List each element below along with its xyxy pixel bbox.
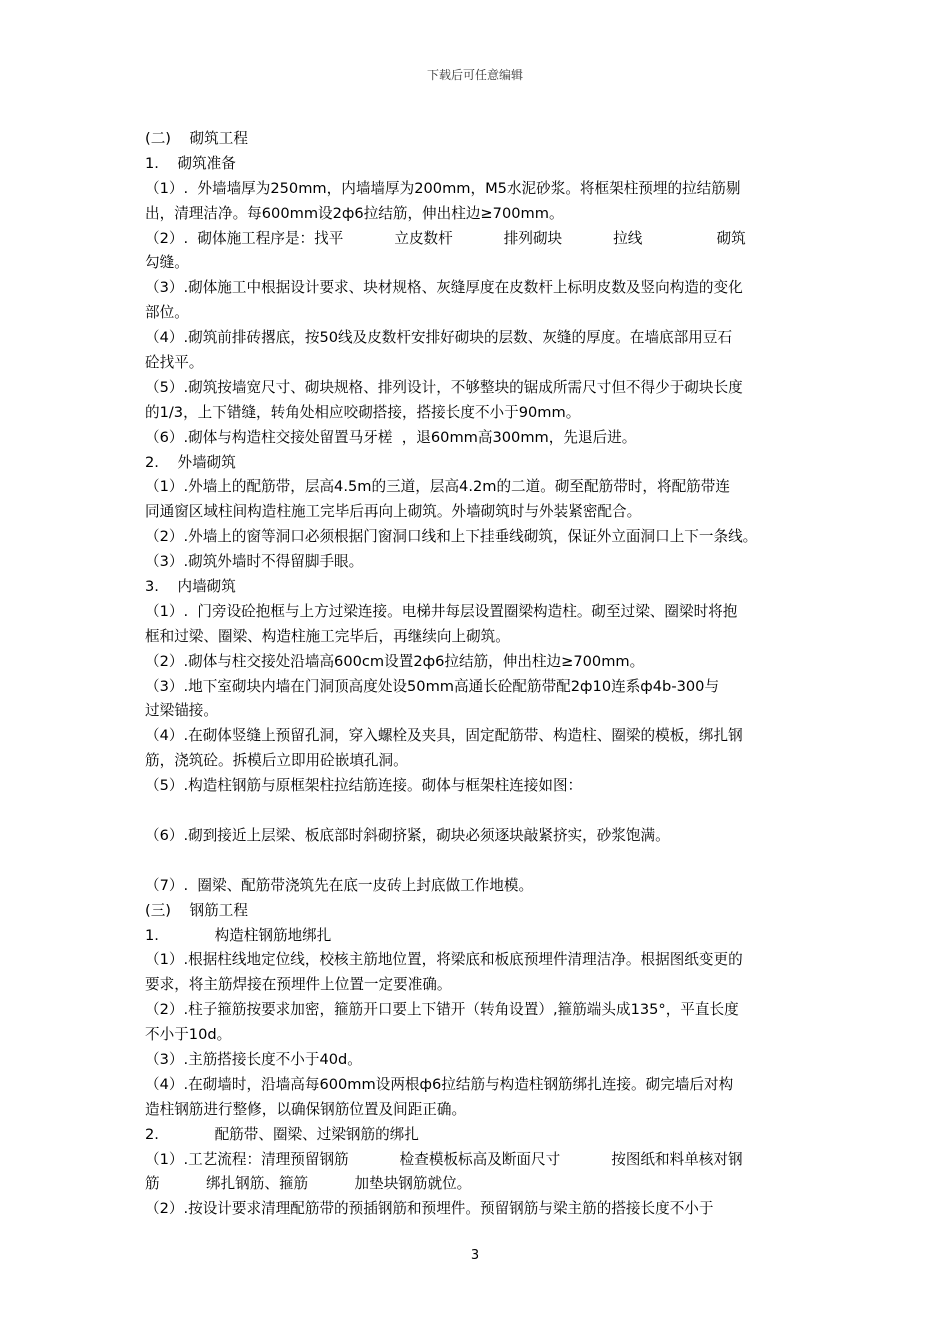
- text-line: 过梁锚接。: [145, 702, 218, 720]
- text-line: （5）.构造柱钢筋与原框架柱拉结筋连接。砌体与框架柱连接如图：: [145, 777, 583, 795]
- text-line: （6）.砌体与构造柱交接处留置马牙槎 ，退60mm高300mm，先退后进。: [145, 428, 637, 446]
- text-line: （4）.在砌体竖缝上预留孔洞，穿入螺栓及夹具，固定配筋带、构造柱、圈梁的模板，绑扎钢: [145, 727, 743, 745]
- text-line: 出，清理洁净。每600mm设2ф6拉结筋，伸出柱边≥700mm。: [145, 204, 564, 222]
- text-line: 要求，将主筋焊接在预埋件上位置一定要准确。: [145, 976, 452, 994]
- page-number: 3: [470, 1248, 480, 1263]
- document-body: [145, 127, 813, 1222]
- text-line: 不小于10d。: [145, 1026, 232, 1044]
- text-line: （1）.外墙上的配筋带，层高4.5m的三道，层高4.2m的二道。砌至配筋带时，将配筋带连: [145, 478, 730, 496]
- text-line: （6）.砌到接近上层梁、板底部时斜砌挤紧，砌块必须逐块敲紧挤实，砂浆饱满。: [145, 826, 670, 844]
- page-header: 下载后可任意编辑: [426, 68, 523, 82]
- text-line: （4）.在砌墙时，沿墙高每600mm设两根ф6拉结筋与构造柱钢筋绑扎连接。砌完墙后对构: [145, 1075, 734, 1093]
- text-line: 1. 构造柱钢筋地绑扎: [145, 926, 332, 944]
- text-line: 1. 砌筑准备: [145, 154, 236, 172]
- text-line: 3. 内墙砌筑: [145, 578, 236, 596]
- text-line: (二) 砌筑工程: [145, 130, 248, 147]
- text-line: 2. 外墙砌筑: [145, 453, 236, 471]
- text-line: （1）.根据柱线地定位线，校核主筋地位置，将梁底和板底预埋件清理洁净。根据图纸变更的: [145, 951, 743, 969]
- text-line: （2）.柱子箍筋按要求加密，箍筋开口要上下错开（转角设置）,箍筋端头成135°，平直长度: [145, 1001, 739, 1019]
- text-line: (三) 钢筋工程: [145, 901, 248, 919]
- text-line: （1）.工艺流程：清理预留钢筋 检查模板标高及断面尺寸 按图纸和料单核对钢: [145, 1150, 743, 1168]
- text-line: 框和过梁、圈梁、构造柱施工完毕后，再继续向上砌筑。: [145, 627, 510, 645]
- text-line: （3）.砌体施工中根据设计要求、块材规格、灰缝厚度在皮数杆上标明皮数及竖向构造的变化: [145, 279, 743, 297]
- text-line: [145, 799, 813, 824]
- text-line: （3）.主筋搭接长度不小于40d。: [145, 1050, 362, 1068]
- text-line: 造柱钢筋进行整修，以确保钢筋位置及间距正确。: [145, 1100, 467, 1118]
- text-line: 同通窗区域柱间构造柱施工完毕后再向上砌筑。外墙砌筑时与外装紧密配合。: [145, 503, 642, 521]
- text-line: [145, 849, 813, 874]
- text-line: （7）. 圈梁、配筋带浇筑先在底一皮砖上封底做工作地模。: [145, 876, 534, 894]
- text-line: （2）.外墙上的窗等洞口必须根据门窗洞口线和上下挂垂线砌筑，保证外立面洞口上下一条线。: [145, 528, 758, 546]
- text-line: 勾缝。: [145, 254, 189, 272]
- text-line: （3）.地下室砌块内墙在门洞顶高度处设50mm高通长砼配筋带配2ф10连系ф4b-300与: [145, 677, 720, 695]
- text-line: 2. 配筋带、圈梁、过梁钢筋的绑扎: [145, 1125, 419, 1143]
- text-line: （5）.砌筑按墙宽尺寸、砌块规格、排列设计，不够整块的锯成所需尺寸但不得少于砌块长度: [145, 378, 743, 396]
- text-line: 部位。: [145, 304, 189, 322]
- text-line: （4）.砌筑前排砖撂底，按50线及皮数杆安排好砌块的层数、灰缝的厚度。在墙底部用豆石: [145, 329, 733, 347]
- text-line: （3）.砌筑外墙时不得留脚手眼。: [145, 553, 364, 571]
- text-line: （2）.按设计要求清理配筋带的预插钢筋和预埋件。预留钢筋与梁主筋的搭接长度不小于: [145, 1200, 714, 1218]
- text-line: （1）. 门旁设砼抱框与上方过梁连接。电梯井每层设置圈梁构造柱。砌至过梁、圈梁时将抱: [145, 602, 738, 620]
- text-line: （2）. 砌体施工程序是：找平 立皮数杆 排列砌块 拉线 砌筑: [145, 229, 746, 247]
- text-line: 筋 绑扎钢筋、箍筋 加垫块钢筋就位。: [145, 1175, 472, 1193]
- text-line: 砼找平。: [145, 354, 204, 372]
- text-line: 的1/3，上下错缝，转角处相应咬砌搭接，搭接长度不小于90mm。: [145, 403, 581, 421]
- text-line: （1）. 外墙墙厚为250mm，内墙墙厚为200mm，M5水泥砂浆。将框架柱预埋的拉结筋剔: [145, 179, 741, 197]
- text-line: 筋，浇筑砼。拆模后立即用砼嵌填孔洞。: [145, 752, 408, 770]
- text-line: （2）.砌体与柱交接处沿墙高600cm设置2ф6拉结筋，伸出柱边≥700mm。: [145, 652, 645, 670]
